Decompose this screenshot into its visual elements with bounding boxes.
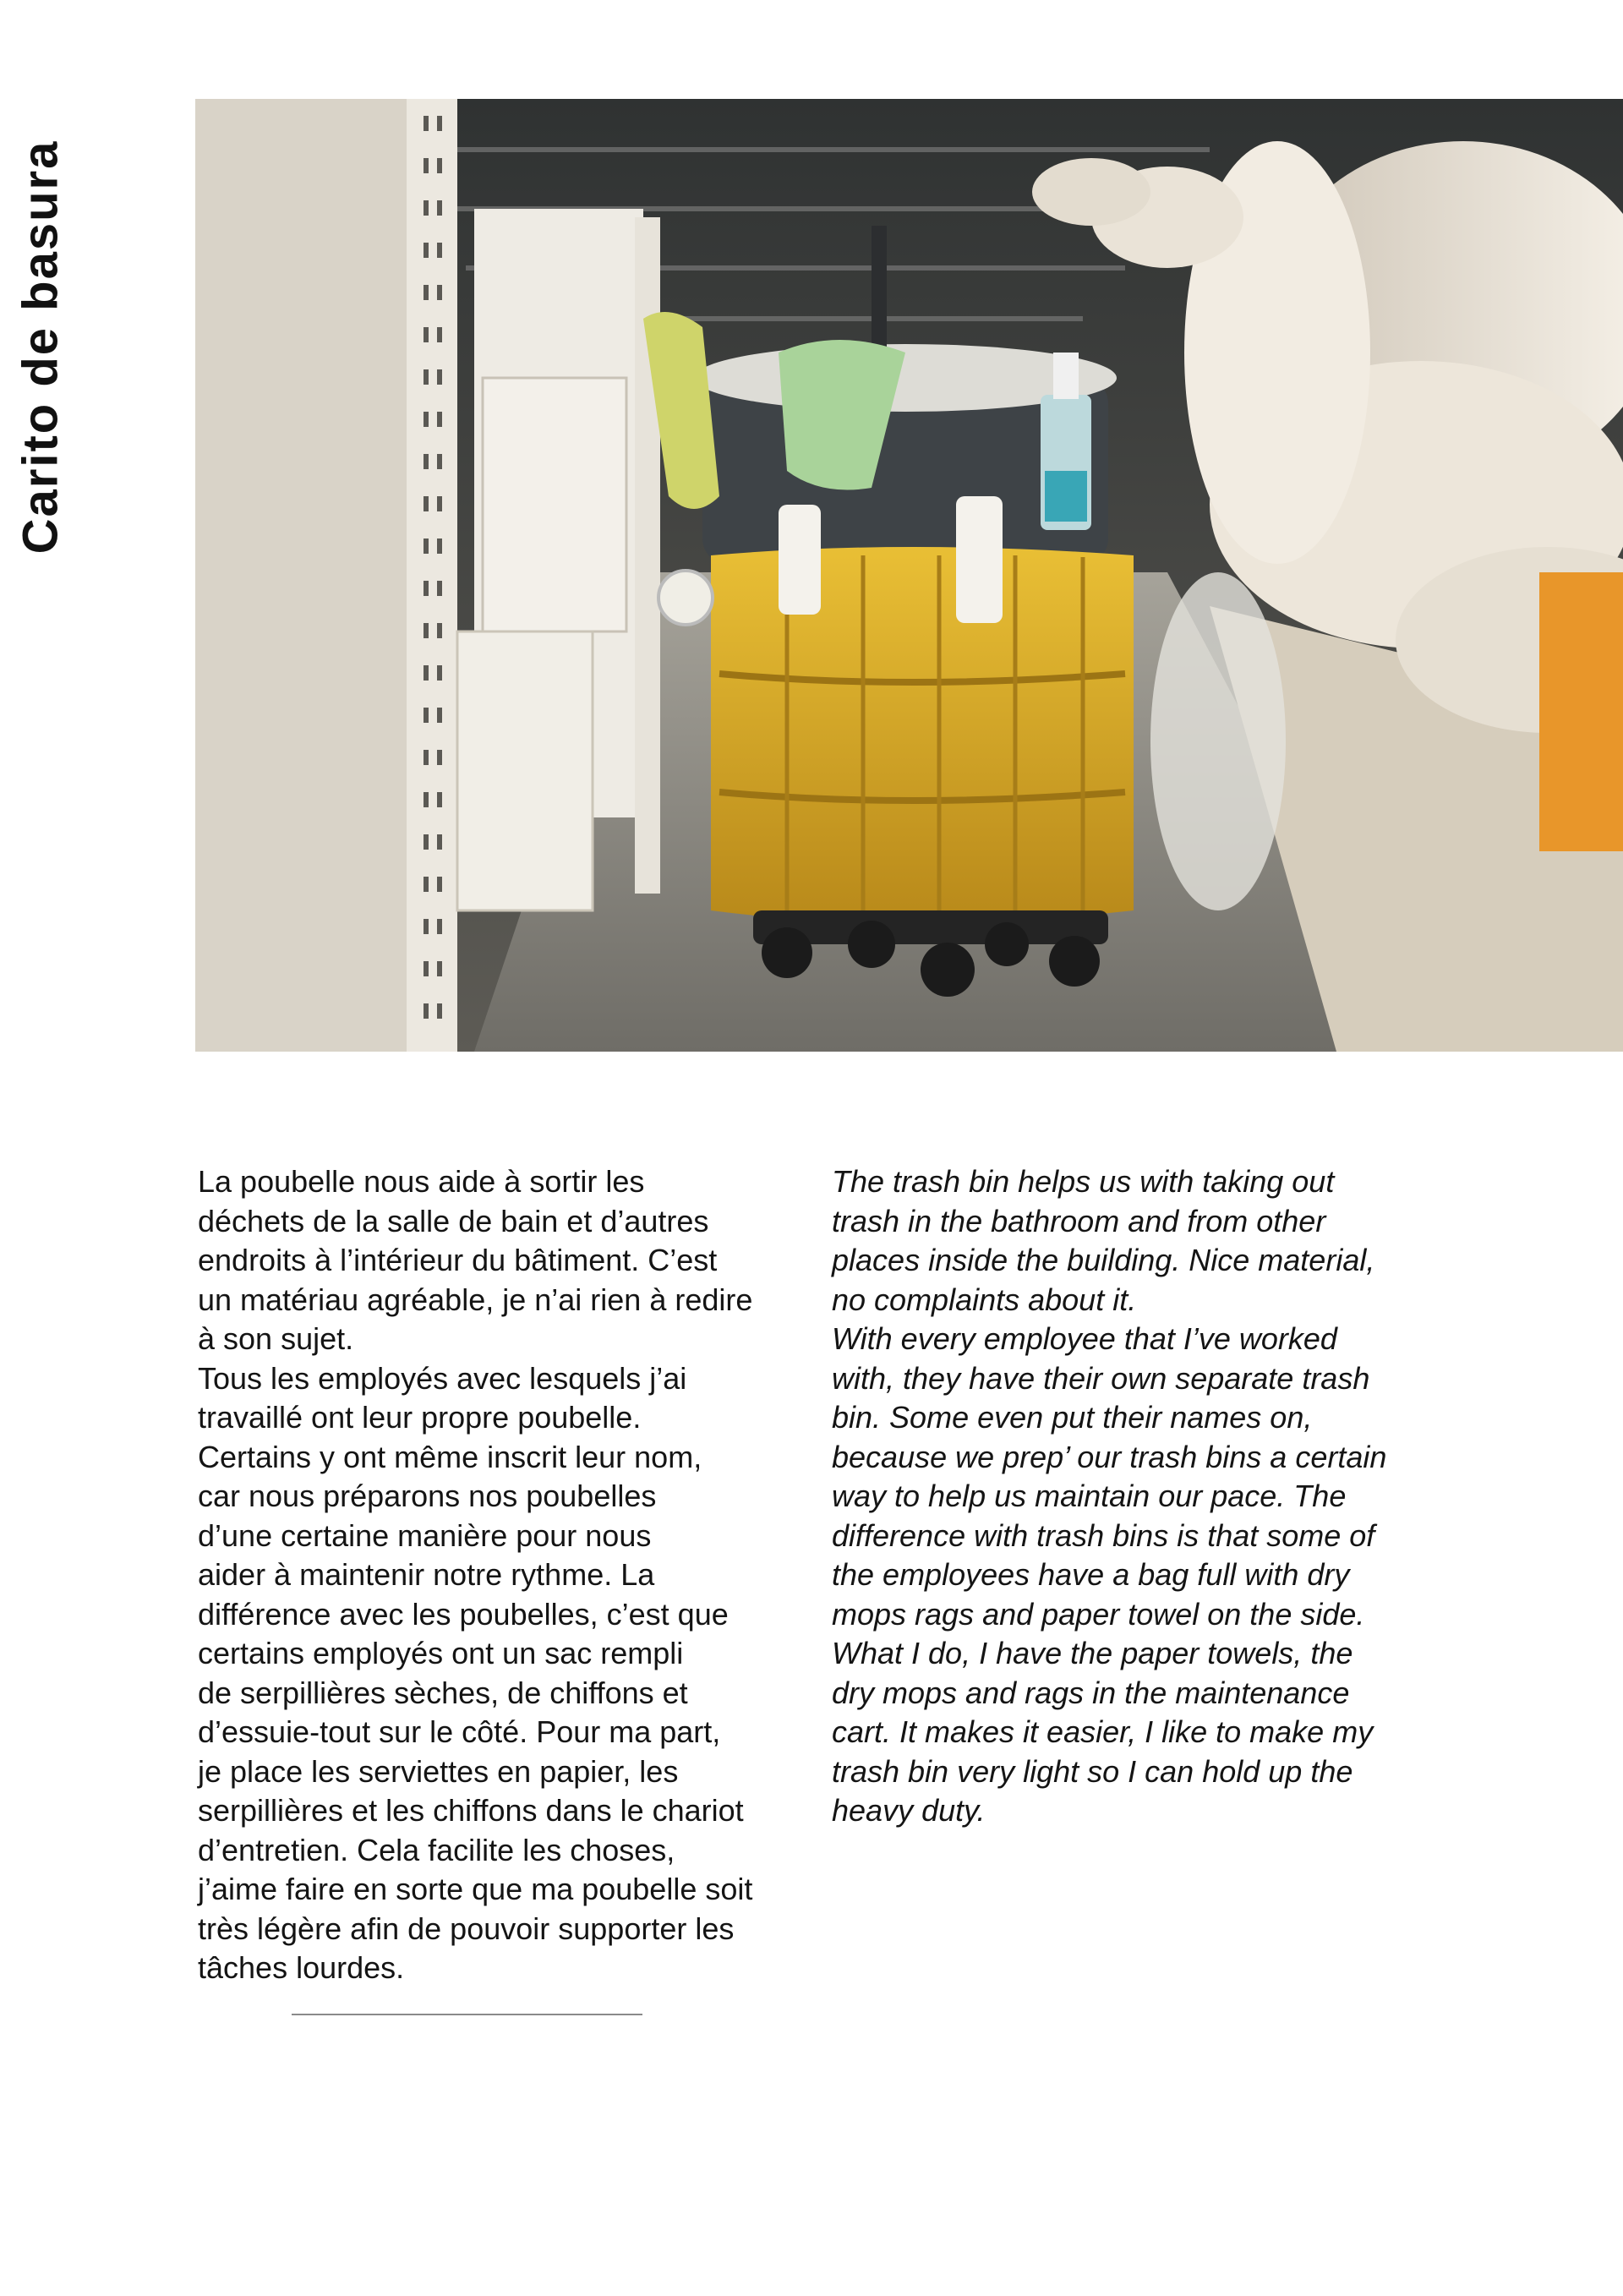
cart-photo xyxy=(195,99,1623,1052)
page-title: Carito de basura xyxy=(13,139,68,554)
french-text: La poubelle nous aide à sortir les déchets de la salle de bain et d’autres endroits à l’intérieur du bâtiment. C’est un matériau agréable, je n’ai rien à redire à son sujet. Tous les employés avec lesquels j’ai travaillé ont leur propre poubelle. Certains y ont même inscrit leur nom, car nous préparons nos poubelles d’une certaine manière pour nous aider à maintenir notre rythme. La différence avec les poubelles, c’est que certains employés ont un sac rempli de serpillières sèches, de chiffons et d’essuie-tout sur le côté. Pour ma part, je place les serviettes en papier, les serpillières et les chiffons dans le chariot d’entretien. Cela facilite les choses, j’aime faire en sorte que ma poubelle soit très légère afin de pouvoir supporter les tâches lourdes. xyxy=(198,1164,753,1985)
vertical-title xyxy=(15,118,66,575)
english-text: The trash bin helps us with taking out trash in the bathroom and from other places inside the building. Nice material, no complaints about it. With every employee that I’ve worked with, they have their own separate trash bin. Some even put their names on, because we prep’ our trash bins a certain way to help us maintain our pace. The difference with trash bins is that some of the employees have a bag full with dry mops rags and paper towel on the side. What I do, I have the paper towels, the dry mops and rags in the maintenance cart. It makes it easier, I like to make my trash bin very light so I can hold up the heavy duty. xyxy=(832,1164,1387,1828)
cart-photo-illustration xyxy=(195,99,1623,1052)
divider-rule xyxy=(292,2014,642,2015)
